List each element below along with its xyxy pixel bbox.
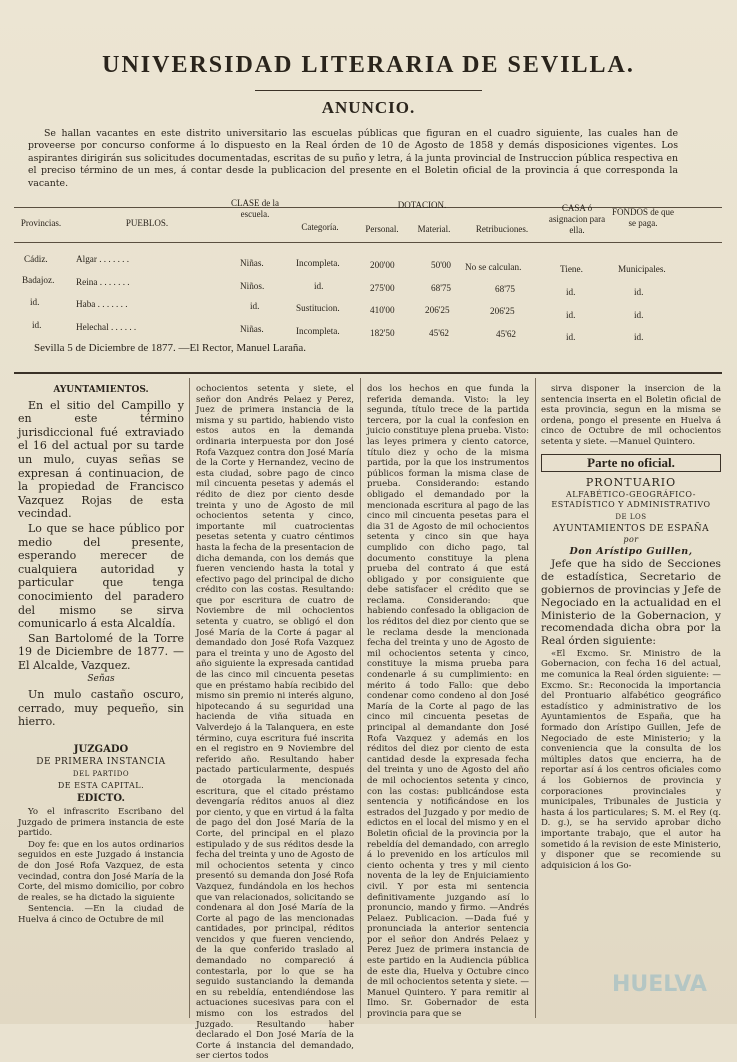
cell-provincia: Badajoz. [22, 275, 55, 285]
header-clase: CLASE de la escuela. [231, 198, 279, 219]
prontuario-por: por [623, 535, 639, 545]
cell-material: 45'62 [429, 328, 450, 338]
cell-clase: Niñas. [240, 324, 264, 334]
cell-categoria: id. [314, 281, 324, 291]
masthead-rule [255, 90, 482, 91]
cell-casa: id. [566, 287, 576, 297]
paragraph: Lo que se hace público por medio del presente, esperando merecer de cualquiera autoridad y particular que tenga conocimiento del paradero del mismo se sirva comunicarlo á esta Alcaldía. [18, 521, 184, 631]
cell-clase: id. [250, 301, 260, 311]
paragraph: dos los hechos en que funda la referida demanda. Visto: la ley segunda, título trece de la partida tercera, por la cual la confesion en juicio constituye plena prueba. Visto: las leyes primera y ciento catorce, título diez y ocho de la misma partida, por la que los instrumentos públicos forman la misma clase de prueba. Considerando: estando obligado el demandado por la mencionada escritura al pago de las cinco mil cincuenta pesetas para el dia 31 de Agosto de mil ochocientos setenta y cinco sin que haya cumplido con dicho pago, tal documento constituye la plena prueba del contrato á que está obligado y por consiguiente que debe satisfacer el crédito que se reclama. Considerando: que habiendo confesado la obligacion de los réditos del diez por ciento que se le reclama desde la mencionada fecha del treinta y uno de Agosto de mil ochocientos setenta y cinco, constituye la misma prueba para condenarle á su cumplimiento: en mérito á todo Fallo: que debo condenar como condeno al don José María de la Corte al pago de las cinco mil cincuenta pesetas de principal al demandante don José Rofa Vazquez y además en los réditos del diez por ciento de esta cantidad desde la expresada fecha del treinta y uno de Agosto del año de mil ochocientos setenta y cinco, con las costas: publicándose esta sentencia y notificándose en los estrados del Juzgado y por medio de edictos en el local del mismo y en el Boletin oficial de la provincia por la rebeldía del demandado, con arreglo á lo prevenido en los artículos mil ciento ochenta y tres y mil ciento noventa de la ley de Enjuiciamiento civil. Y por esta mi sentencia definitivamente juzgando así lo pronuncio, mando y firmo. —Andrés Pelaez. Publicacion. —Dada fué y pronunciada la anterior sentencia por el señor don Andrés Pelaez y Perez Juez de primera instancia de este partido en la Audiencia pública de este dia, Huelva y Octubre cinco de mil ochocientos setenta y siete. —Manuel Quintero. Y para remitir al Ilmo. Sr. Gobernador de esta provincia para que se [367, 384, 529, 1020]
cell-retribuciones: No se calculan. [465, 262, 522, 272]
cell-fondos: id. [634, 287, 644, 297]
prontuario-heading: PRONTUARIO [585, 476, 677, 490]
prontuario-subheading: DE LOS [615, 512, 647, 521]
cell-fondos: id. [634, 310, 644, 320]
cell-fondos: id. [634, 332, 644, 342]
header-dotacion: DOTACION. [397, 200, 447, 210]
senas-heading: Señas [87, 674, 115, 685]
cell-material: 50'00 [431, 260, 452, 270]
cell-retribuciones: 68'75 [495, 284, 516, 294]
header-pueblos: PUEBLOS. [125, 218, 169, 228]
cell-retribuciones: 45'62 [496, 329, 517, 339]
paragraph: Jefe que ha sido de Secciones de estadística, Secretario de gobiernos de provincias y Jefe de Negociado en la actualidad en el Ministerio de la Gobernacion, y recomendada dicha obra por la Real órden siguiente: [541, 558, 721, 648]
notice-paragraph: Se hallan vacantes en este distrito universitario las escuelas públicas que figuran en el cuadro siguiente, las cuales han de proveerse por concurso conforme á lo dispuesto en la Real órden de 10 de Agosto de 1858 y demás disposiciones vigentes. Los aspirantes dirigirán sus solicitudes documentadas, escritas de su puño y letra, á la junta provincial de Instruccion pública respectiva en el preciso término de un mes, á contar desde la publicacion del presente en el Boletin oficial de la provincia á que corresponda la vacante. [28, 128, 678, 189]
paragraph: Yo el infrascrito Escribano del Juzgado de primera instancia de este partido. [18, 807, 184, 839]
paragraph: Sentencia. —En la ciudad de Huelva á cinco de Octubre de mil [18, 904, 184, 925]
column-rule [360, 378, 361, 1018]
cell-casa: Tiene. [560, 264, 583, 274]
juzgado-subheading: DE ESTA CAPITAL. [57, 781, 145, 791]
paragraph: Doy fe: que en los autos ordinarios seguidos en este Juzgado á instancia de don José Rofa Vazquez, de esta vecindad, contra don José María de la Corte, del mismo domicilio, por cobro de reales, se ha dictado la siguiente [18, 839, 184, 903]
paragraph: ochocientos setenta y siete, el señor don Andrés Pelaez y Perez, Juez de primera instancia de la misma y su partido, habiendo visto estos autos en la demanda ordinaria interpuesta por don José Rofa Vazquez contra don José María de la Corte y Hernandez, vecino de esta ciudad, sobre pago de cinco mil cincuenta pesetas y además el rédito de diez por ciento desde treinta y uno de Agosto de mil ochocientos setenta y cinco, importante mil cuatrocientas pesetas setenta y cuatro céntimos hasta la fecha de la presentacion de dicha demanda, con los demás que fueren venciendo hasta la total y efectivo pago del principal de dicho crédito con las costas. Resultando: que por escritura de cuatro de Noviembre de mil ochocientos setenta y cuatro, se obligó el don José María de la Corte á pagar al demandado don José Rofa Vazquez para el treinta y uno de Agosto del año siguiente la expresada cantidad de las cinco mil cincuenta pesetas que en préstamo había recibido del mismo sin premio ni interés alguno, hipotecando á su seguridad una hacienda de viña situada en Valverdejo á la Talanquera, en este término, cuya escritura fué inscrita en el registro en 9 Noviembre del referido año. Resultando haber pactado particularmente, después de otorgada la mencionada escritura, que el citado préstamo devengaría réditos anuos al diez por ciento, y que en virtud á la falta de pago del don José María de la Corte, del principal en el plazo estipulado y de sus réditos desde la fecha del treinta y uno de Agosto de mil ochocientos setenta y cinco presentó su demanda don José Rofa Vazquez, fundándola en los hechos que van relacionados, solicitando se condenara al don José María de la Corte al pago de las mencionadas cantidades, por principal, réditos vencidos y que fueren venciendo, de la que conferido traslado al demandado no compareció á contestarla, por lo que se ha seguido sustanciando la demanda en su rebeldía, entendiéndose las actuaciones sucesivas para con el mismo con los estrados del Juzgado. Resultando haber declarado el Don José María de la Corte á instancia del demandado, ser ciertos todos [196, 384, 354, 1062]
edicto-heading: EDICTO. [77, 793, 125, 805]
cell-fondos: Municipales. [618, 264, 666, 274]
parte-no-oficial-banner: Parte no oficial. [541, 454, 721, 473]
prontuario-subheading: ALFABÉTICO-GEOGRÁFICO-ESTADÍSTICO Y ADMINISTRATIVO [551, 489, 711, 510]
header-casa: CASA ó asignacion para ella. [548, 203, 606, 235]
cell-personal: 182'50 [370, 328, 395, 338]
cell-categoria: Incompleta. [296, 326, 340, 336]
paragraph: sirva disponer la insercion de la sentencia inserta en el Boletin oficial de esta provincia, segun en la misma se ordena, pongo el presente en Huelva á cinco de Octubre de mil ochocientos setenta y siete. —Manuel Quintero. [541, 384, 721, 447]
cell-categoria: Incompleta. [296, 258, 340, 268]
header-material: Material. [417, 224, 451, 234]
cell-pueblo: Helechal . . . . . . [76, 322, 137, 332]
cell-material: 206'25 [425, 305, 450, 315]
column-ayuntamientos [18, 384, 184, 1014]
cell-material: 68'75 [431, 283, 452, 293]
paragraph: «El Excmo. Sr. Ministro de la Gobernacion, con fecha 16 del actual, me comunica la Real órden siguiente: —Excmo. Sr.: Reconocida la importancia del Prontuario alfabético geográfico estadístico y administrativo de los Ayuntamientos de España, que ha formado don Arístipo Guillen, Jefe de Negociado de este Ministerio; y la conveniencia que la consulta de los múltiples datos que encierra, ha de reportar así á los centros oficiales como á los Gobiernos de provincia y corporaciones provinciales y municipales, Tribunales de Justicia y hasta á los particulares; S. M. el Rey (q. D. g.), se ha servido aprobar dicho importante trabajo, que el autor ha sometido á la revision de este Ministerio, y disponer que se recomiende su adquisicion á los Go- [541, 648, 721, 871]
cell-provincia: id. [32, 320, 42, 330]
cell-personal: 410'00 [370, 305, 395, 315]
juzgado-subheading: DEL PARTIDO [72, 770, 130, 779]
table-header-rule [14, 242, 722, 243]
column-prontuario [541, 384, 721, 1014]
cell-personal: 200'00 [370, 260, 395, 270]
cell-clase: Niñas. [240, 258, 264, 268]
prontuario-subheading: AYUNTAMIENTOS DE ESPAÑA [552, 523, 710, 534]
cell-provincia: Cádiz. [24, 254, 48, 264]
cell-personal: 275'00 [370, 283, 395, 293]
cell-pueblo: Algar . . . . . . . [76, 254, 130, 264]
cell-casa: id. [566, 332, 576, 342]
juzgado-subheading: DE PRIMERA INSTANCIA [36, 757, 166, 768]
header-personal: Personal. [365, 224, 399, 234]
header-retribuciones: Retribuciones. [475, 224, 529, 234]
rector-signature: Sevilla 5 de Diciembre de 1877. —El Rector, Manuel Laraña. [34, 342, 307, 354]
section-divider [14, 372, 722, 374]
column-sentencia-2 [367, 384, 529, 1020]
prontuario-author: Don Arístipo Guillen, [569, 545, 693, 557]
cell-clase: Niños. [240, 281, 265, 291]
cell-provincia: id. [30, 297, 40, 307]
paragraph: En el sitio del Campillo y en este término jurisdiccional fué extraviado el 16 del actual por su tarde un mulo, cuyas señas se expresan á continuacion, de la propiedad de Francisco Vazquez Rojas de esta vecindad. [18, 398, 184, 521]
header-fondos: FONDOS de que se paga. [612, 207, 674, 228]
juzgado-heading: JUZGADO [73, 743, 129, 755]
header-provincias: Provincias. [20, 218, 62, 228]
paragraph: Un mulo castaño oscuro, cerrado, muy pequeño, sin hierro. [18, 688, 184, 729]
column-rule [189, 378, 190, 1018]
cell-casa: id. [566, 310, 576, 320]
column-rule [535, 378, 536, 1018]
masthead-title: UNIVERSIDAD LITERARIA DE SEVILLA. [102, 52, 635, 78]
cell-pueblo: Reina . . . . . . . [76, 277, 130, 287]
cell-retribuciones: 206'25 [490, 306, 515, 316]
cell-pueblo: Haba . . . . . . . [76, 299, 128, 309]
ayuntamientos-heading: AYUNTAMIENTOS. [53, 385, 149, 395]
header-categoria: Categoría. [301, 222, 339, 232]
paragraph: San Bartolomé de la Torre 19 de Diciembre de 1877. —El Alcalde, Vazquez. [18, 631, 184, 672]
library-watermark: HUELVA [612, 972, 707, 997]
column-sentencia-1 [196, 384, 354, 1062]
cell-categoria: Sustitucion. [296, 303, 340, 313]
anuncio-heading: ANUNCIO. [321, 98, 416, 117]
